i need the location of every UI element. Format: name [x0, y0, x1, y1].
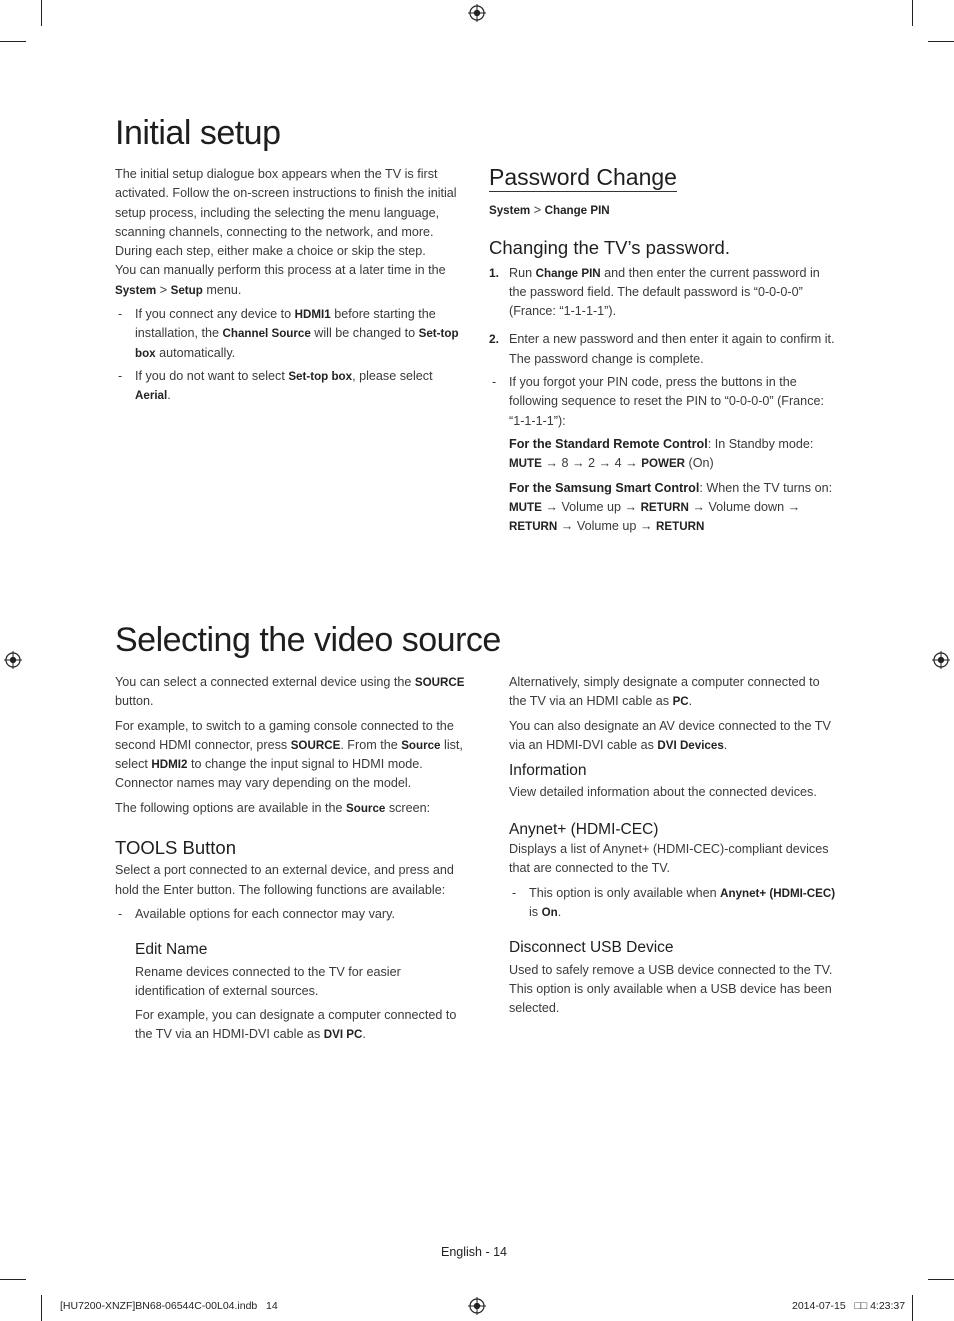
anynet-note: - This option is only available when Anynet+ (HDMI-CEC) is On.: [509, 884, 839, 923]
step-2: 2. Enter a new password and then enter it again to confirm it. The password change is complete.: [489, 332, 835, 366]
initial-setup-title: Initial setup: [115, 114, 281, 152]
information-text: View detailed information about the connected devices.: [509, 785, 817, 800]
crop-mark: [928, 1279, 954, 1280]
initial-setup-manual-note: You can manually perform this process at a later time in the System > Setup menu.: [115, 263, 446, 297]
edit-name-p2: For example, you can designate a computer connected to the TV via an HDMI-DVI cable as DVI PC.: [135, 1008, 457, 1042]
crop-mark: [912, 0, 913, 26]
disconnect-usb-text: Used to safely remove a USB device connected to the TV. This option is only available when a USB device has been selected.: [509, 962, 833, 1016]
registration-mark-icon: [468, 1297, 486, 1315]
disconnect-usb-title: Disconnect USB Device: [509, 939, 674, 957]
password-change-path: System > Change PIN: [489, 203, 610, 217]
note-hdmi1: - If you connect any device to HDMI1 before starting the installation, the Channel Source will be changed to Set-top box automatically.: [115, 305, 467, 363]
video-source-right-column: [509, 673, 839, 1023]
crop-mark: [41, 1295, 42, 1321]
crop-mark: [41, 0, 42, 26]
edit-name-section: [115, 940, 467, 1044]
video-source-title: Selecting the video source: [115, 621, 501, 659]
alt-pc-text: Alternatively, simply designate a computer connected to the TV via an HDMI cable as PC.: [509, 675, 820, 709]
password-change-title: Password Change: [489, 164, 677, 190]
registration-mark-icon: [468, 4, 486, 22]
anynet-text: Displays a list of Anynet+ (HDMI-CEC)-compliant devices that are connected to the TV.: [509, 842, 829, 876]
file-slug: [HU7200-XNZF]BN68-06544C-00L04.indb 14: [60, 1300, 278, 1312]
av-device-text: You can also designate an AV device connected to the TV via an HDMI-DVI cable as DVI Devices.: [509, 718, 831, 752]
step-1: 1. Run Change PIN and then enter the current password in the password field. The default password is “0-0-0-0” (France: “1-1-1-1”).: [489, 265, 820, 319]
crop-mark: [912, 1295, 913, 1321]
password-change-column: [489, 164, 835, 536]
crop-mark: [928, 41, 954, 42]
page-number: English - 14: [441, 1245, 508, 1259]
video-source-left-column: [115, 673, 467, 1050]
standard-remote-sequence: For the Standard Remote Control: In Standby mode: MUTE → 8 → 2 → 4 → POWER (On): [509, 436, 814, 471]
information-title: Information: [509, 762, 587, 780]
edit-name-p1: Rename devices connected to the TV for easier identification of external sources.: [135, 964, 401, 998]
tools-button-text: Select a port connected to an external device, and press and hold the Enter button. The following functions are available:: [115, 863, 454, 897]
anynet-title: Anynet+ (HDMI-CEC): [509, 820, 659, 838]
tools-button-title: TOOLS Button: [115, 837, 236, 859]
note-aerial: - If you do not want to select Set-top box, please select Aerial.: [115, 367, 467, 406]
forgot-pin-note: - If you forgot your PIN code, press the buttons in the following sequence to reset the PIN to “0-0-0-0” (France: “1-1-1-1”):: [489, 373, 835, 431]
edit-name-title: Edit Name: [135, 941, 208, 959]
registration-mark-icon: [4, 651, 22, 669]
video-source-p3: The following options are available in the Source screen:: [115, 800, 431, 815]
registration-mark-icon: [932, 651, 950, 669]
smart-control-sequence: For the Samsung Smart Control: When the TV turns on: MUTE → Volume up → RETURN → Volume down → RETURN → Volume up → RETURN: [509, 480, 833, 534]
initial-setup-column: [115, 165, 467, 410]
initial-setup-intro: The initial setup dialogue box appears when the TV is first activated. Follow the on-screen instructions to finish the initial setup process, including the selecting the menu language, scanning channels, connecting to the network, and more. During each step, either make a choice or skip the step.: [115, 167, 457, 259]
crop-mark: [0, 41, 26, 42]
video-source-p1: You can select a connected external device using the SOURCE button.: [115, 675, 465, 709]
video-source-p2: For example, to switch to a gaming console connected to the second HDMI connector, press SOURCE. From the Source list, select HDMI2 to change the input signal to HDMI mode. Connector names may vary depending on the model.: [115, 718, 463, 791]
password-change-subtitle: Changing the TV’s password.: [489, 237, 730, 259]
date-slug: 2014-07-15 □□ 4:23:37: [792, 1300, 906, 1312]
crop-mark: [0, 1279, 26, 1280]
tools-note: - Available options for each connector may vary.: [115, 905, 467, 924]
